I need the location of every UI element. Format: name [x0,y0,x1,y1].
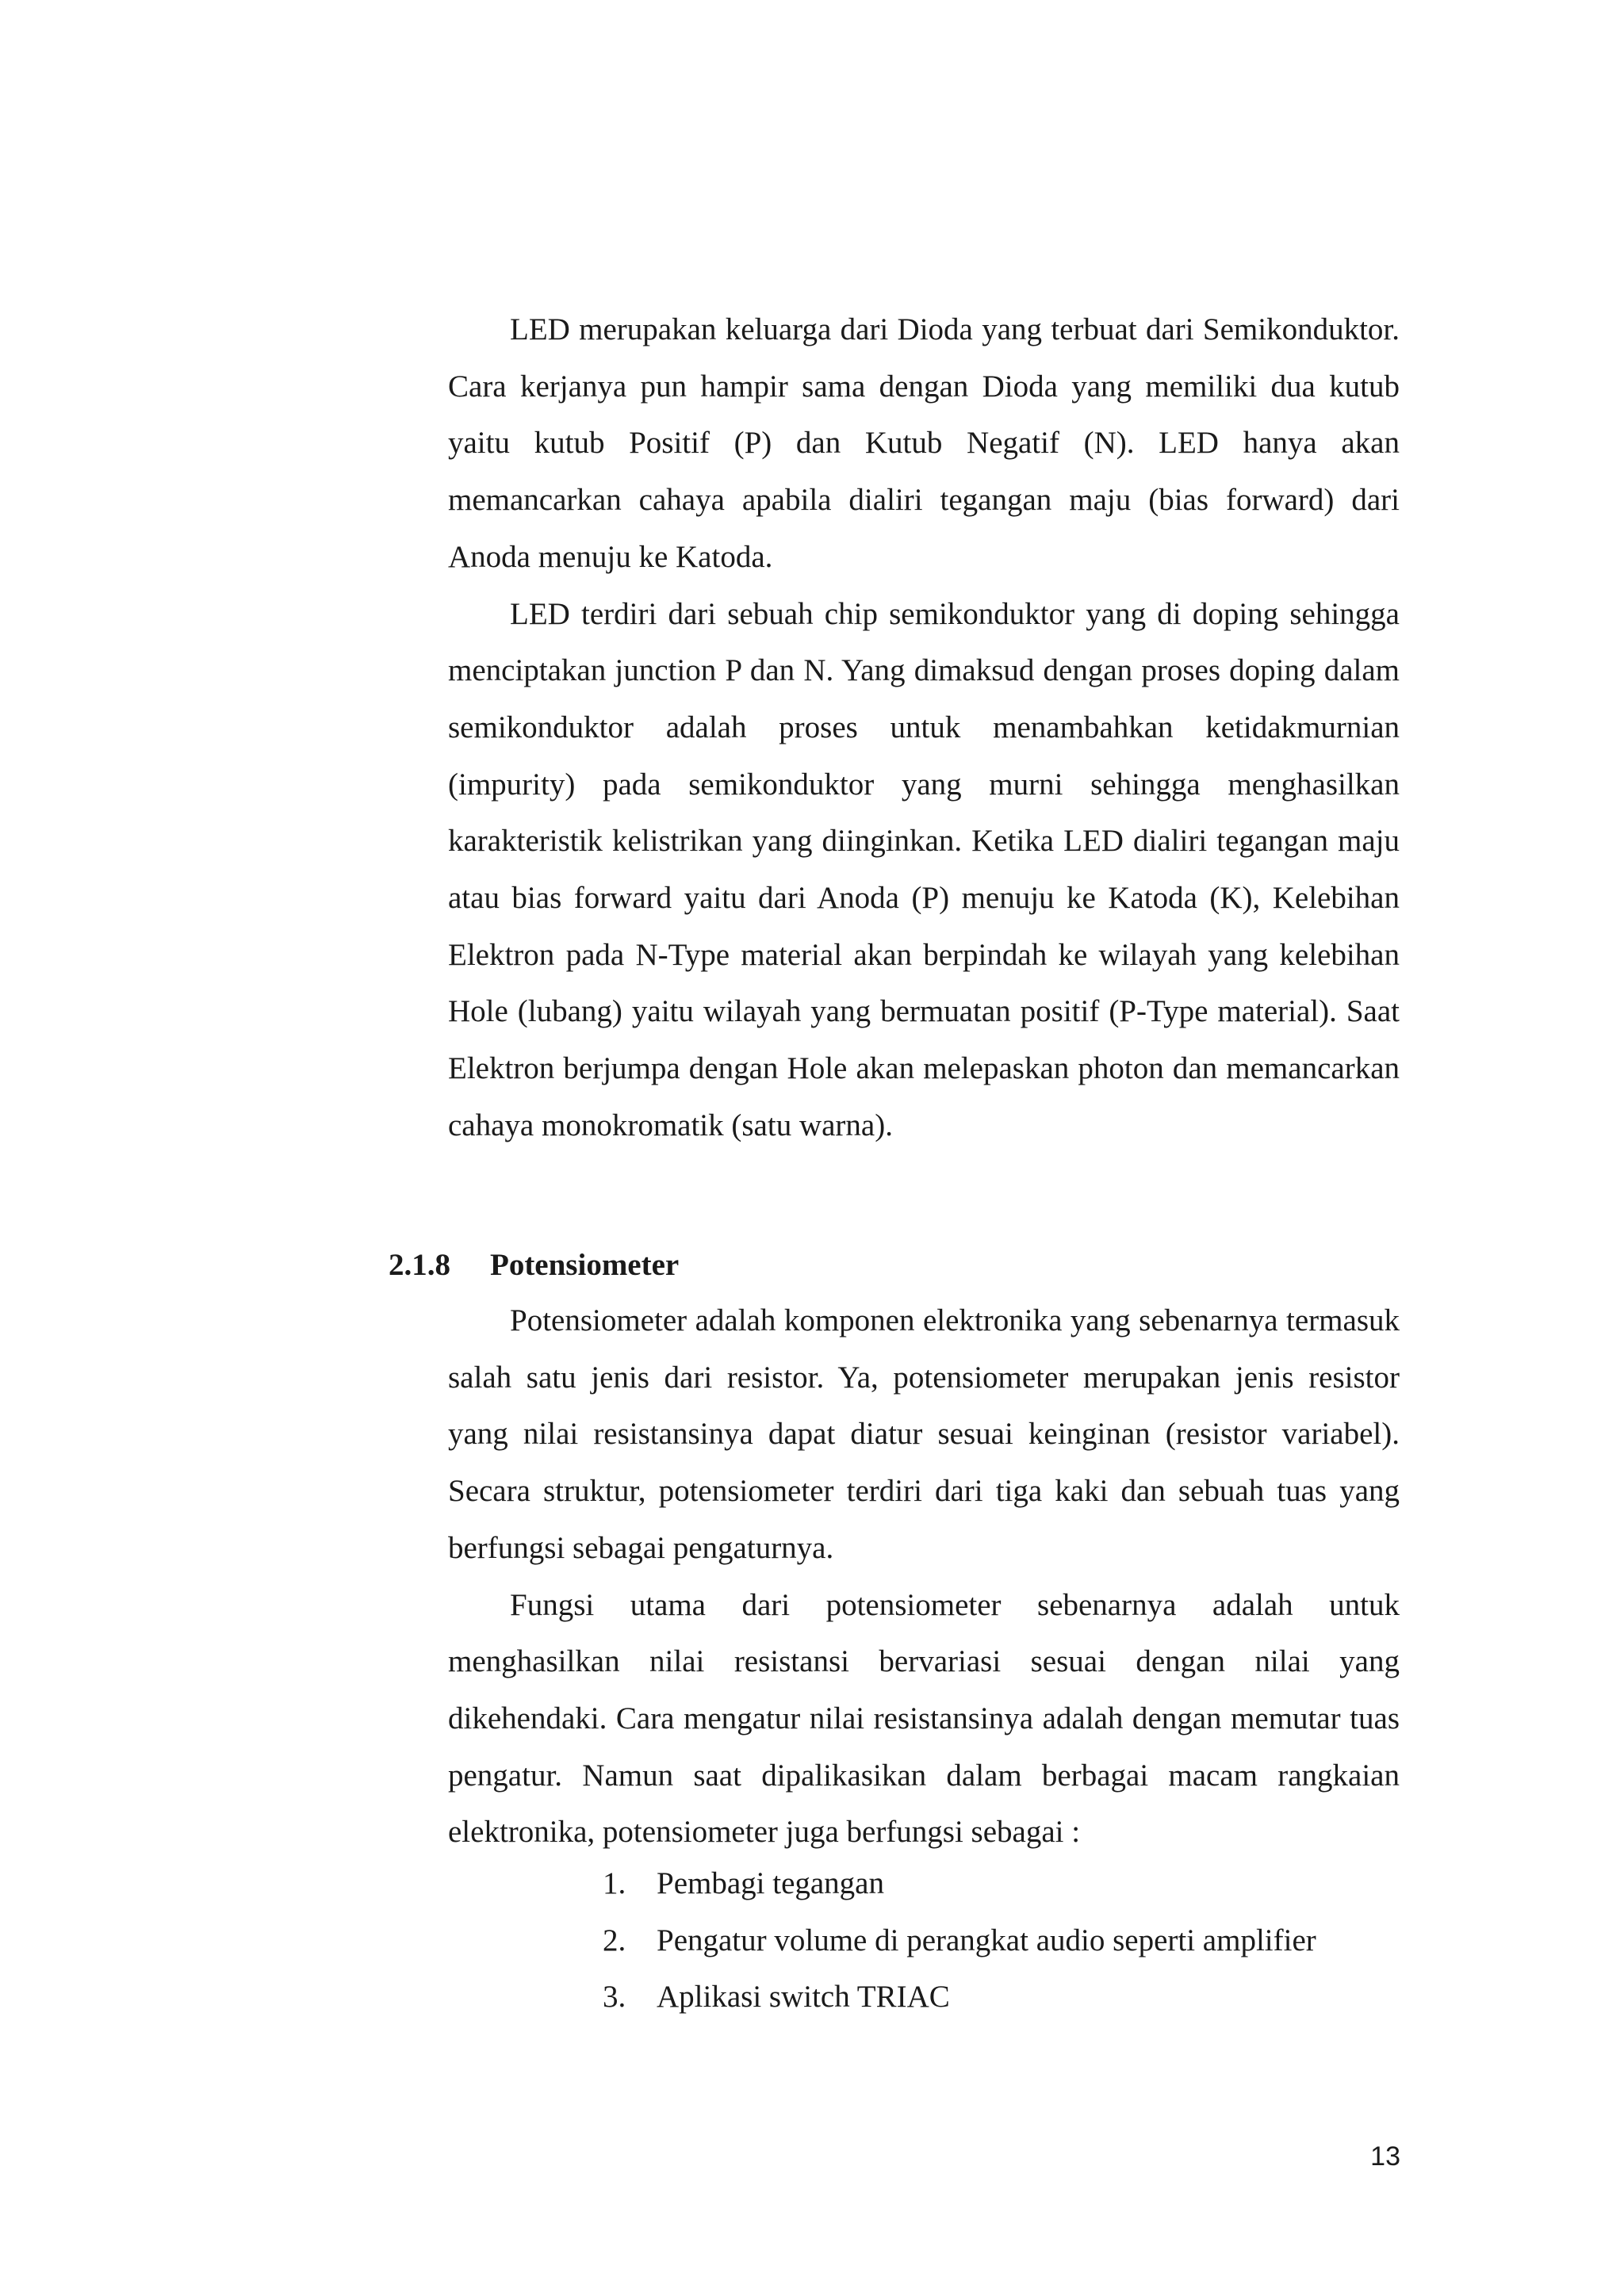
list-item-text: Pengatur volume di perangkat audio seperti amplifier [657,1923,1316,1957]
led-paragraph-1: LED merupakan keluarga dari Dioda yang terbuat dari Semikonduktor. Cara kerjanya pun hampir sama dengan Dioda yang memiliki dua kutub yaitu kutub Positif (P) dan Kutub Negatif (N). LED hanya akan memancarkan cahaya apabila dialiri tegangan maju (bias forward) dari Anoda menuju ke Katoda. [448,312,1400,574]
function-list [603,1855,1316,2026]
led-section [448,301,1400,1154]
list-marker: 2. [603,1923,626,1957]
list-item [603,1969,1316,2026]
led-paragraph-2: LED terdiri dari sebuah chip semikonduktor yang di doping sehingga menciptakan junction P dan N. Yang dimaksud dengan proses doping dalam semikonduktor adalah proses untuk menambahkan ketidakmurnian (impurity) pada semikonduktor yang murni sehingga menghasilkan karakteristik kelistrikan yang diinginkan. Ketika LED dialiri tegangan maju atau bias forward yaitu dari Anoda (P) menuju ke Katoda (K), Kelebihan Elektron pada N-Type material akan berpindah ke wilayah yang kelebihan Hole (lubang) yaitu wilayah yang bermuatan positif (P-Type material). Saat Elektron berjumpa dengan Hole akan melepaskan photon dan memancarkan cahaya monokromatik (satu warna). [448,596,1400,1142]
list-marker: 1. [603,1866,626,1900]
section-title: Potensiometer [490,1248,680,1282]
potensiometer-section [448,1292,1400,1861]
list-item [603,1912,1316,1969]
section-heading [389,1237,679,1294]
page-number: 13 [1370,2141,1400,2172]
list-marker: 3. [603,1980,626,2015]
potensiometer-paragraph-2: Fungsi utama dari potensiometer sebenarnya adalah untuk menghasilkan nilai resistansi bervariasi sesuai dengan nilai yang dikehendaki. Cara mengatur nilai resistansinya adalah dengan memutar tuas pengatur. Namun saat dipalikasikan dalam berbagai macam rangkaian elektronika, potensiometer juga berfungsi sebagai : [448,1587,1400,1850]
section-number: 2.1.8 [389,1248,450,1282]
potensiometer-paragraph-1: Potensiometer adalah komponen elektronika yang sebenarnya termasuk salah satu jenis dari resistor. Ya, potensiometer merupakan jenis resistor yang nilai resistansinya dapat diatur sesuai keinginan (resistor variabel). Secara struktur, potensiometer terdiri dari tiga kaki dan sebuah tuas yang berfungsi sebagai pengaturnya. [448,1303,1400,1565]
list-item-text: Aplikasi switch TRIAC [657,1980,950,2015]
list-item-text: Pembagi tegangan [657,1866,884,1900]
list-item [603,1855,1316,1912]
